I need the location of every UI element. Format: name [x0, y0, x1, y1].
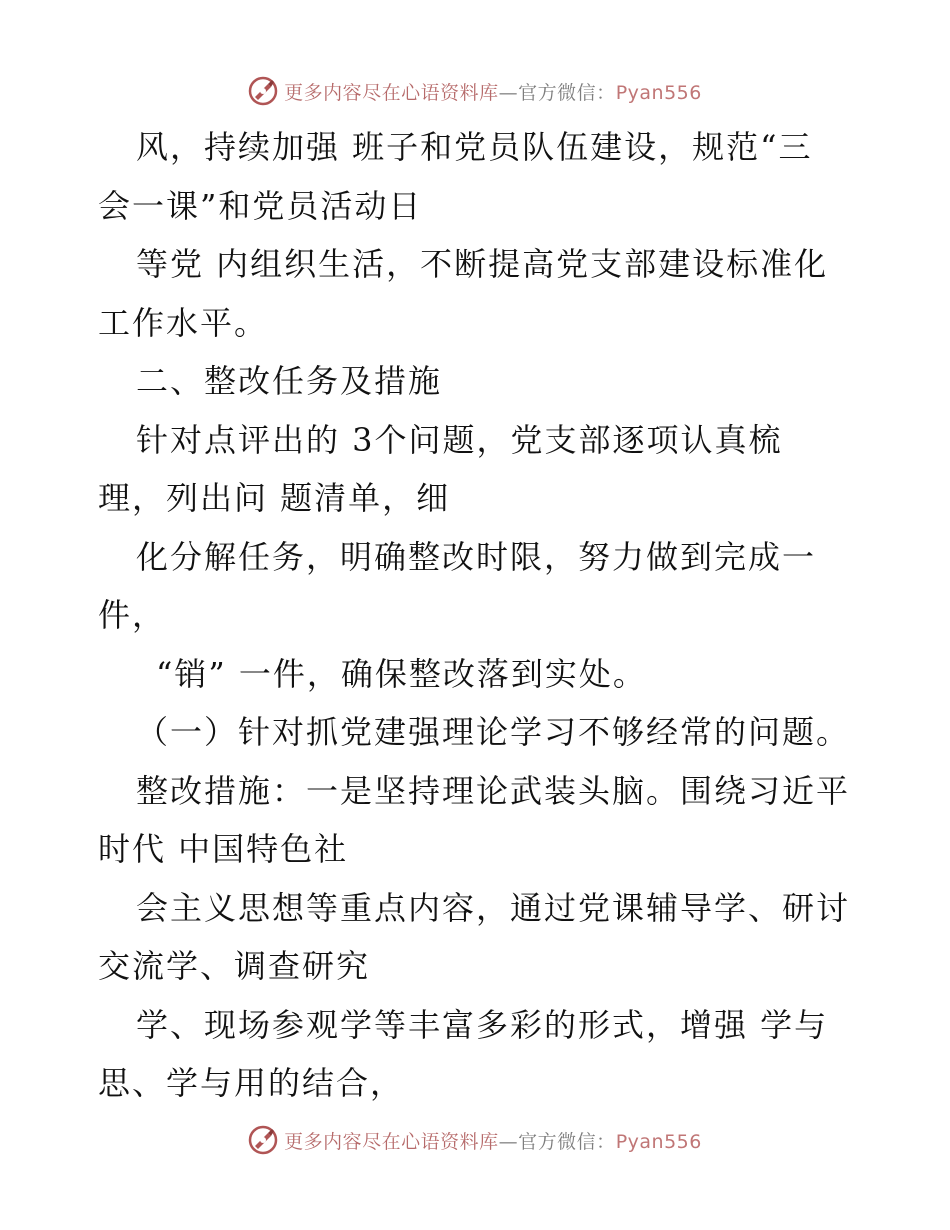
paragraph-line: 交流学、调查研究 — [98, 947, 371, 985]
footer-separator: — — [498, 1130, 519, 1153]
paragraph-line: 理，列出问 题清单，细 — [98, 479, 451, 517]
paragraph-line: 件， — [98, 596, 167, 634]
footer-banner — [0, 1120, 950, 1160]
header-banner-text — [284, 78, 702, 105]
paragraph-line: 思、学与用的结合， — [98, 1064, 405, 1102]
paragraph-line: “销” 一件，确保整改落到实处。 — [156, 654, 647, 693]
paragraph-line: 整改措施：一是坚持理论武装头脑。围绕习近平 — [136, 771, 851, 810]
paragraph-line: 学、现场参观学等丰富多彩的形式，增强 学与 — [136, 1005, 829, 1044]
paragraph-line: 会主义思想等重点内容，通过党课辅导学、研讨 — [136, 888, 851, 927]
logo-icon — [248, 76, 278, 106]
header-banner — [0, 71, 950, 111]
footer-site-name: 更多内容尽在心语资料库 — [284, 1130, 499, 1153]
header-site-name: 更多内容尽在心语资料库 — [284, 81, 499, 104]
footer-wechat-id: Pyan556 — [615, 1130, 702, 1153]
paragraph-line: 等党 内组织生活，不断提高党支部建设标准化 — [136, 245, 829, 283]
footer-banner-text — [284, 1127, 702, 1154]
document-body — [98, 118, 858, 1113]
logo-icon — [248, 1125, 278, 1155]
paragraph-line: 针对点评出的 3个问题，党支部逐项认真梳 — [136, 420, 783, 459]
paragraph-line: 化分解任务，明确整改时限，努力做到完成一 — [136, 537, 817, 576]
header-wechat-label: 官方微信： — [518, 81, 616, 104]
paragraph-line: 风，持续加强 班子和党员队伍建设，规范“三 — [136, 128, 813, 166]
section-heading: 二、整改任务及措施 — [136, 362, 443, 400]
paragraph-line: 会一课”和党员活动日 — [98, 186, 423, 225]
footer-wechat-label: 官方微信： — [518, 1130, 616, 1153]
subsection-heading: （一）针对抓党建强理论学习不够经常的问题。 — [136, 713, 851, 751]
header-wechat-id: Pyan556 — [615, 81, 702, 104]
header-separator: — — [498, 81, 519, 104]
paragraph-line: 工作水平。 — [98, 303, 269, 342]
paragraph-line: 时代 中国特色社 — [98, 830, 349, 868]
